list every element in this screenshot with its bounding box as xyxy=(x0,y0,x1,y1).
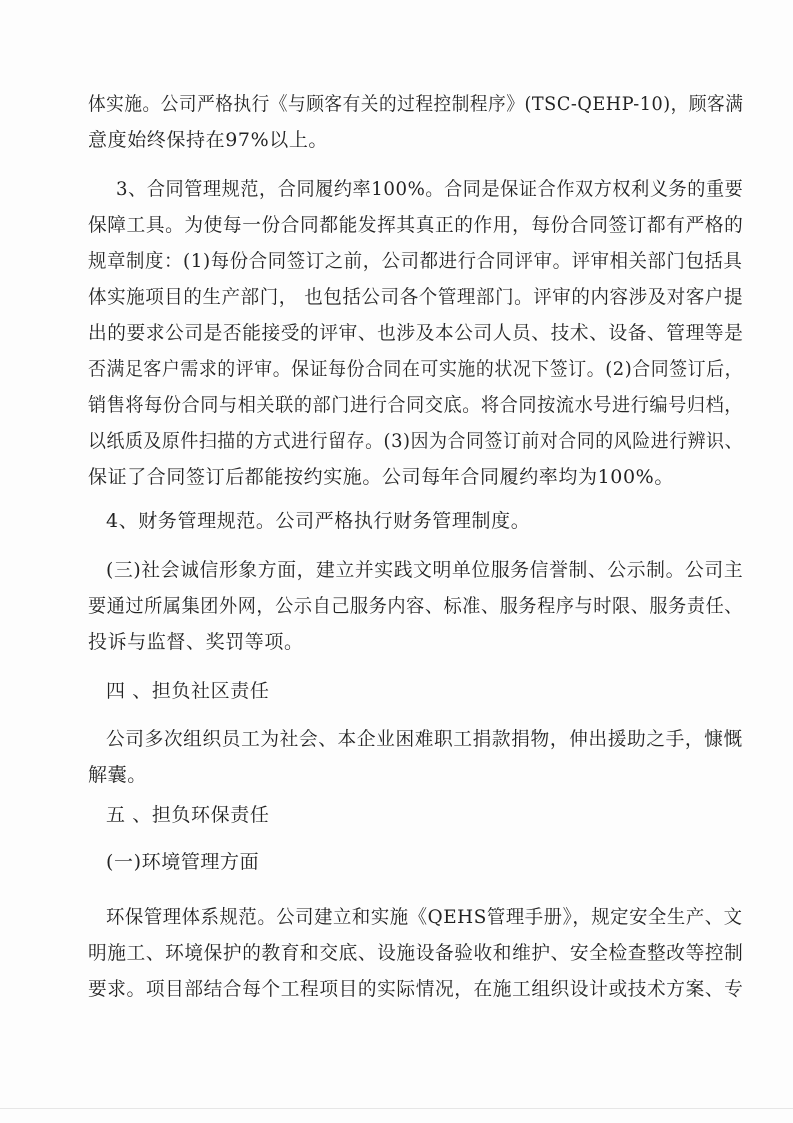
text-line: (三)社会诚信形象方面，建立并实践文明单位服务信誉制、公示制。公司主 xyxy=(106,559,744,581)
text-line: 4、财务管理规范。公司严格执行财务管理制度。 xyxy=(106,510,531,532)
text-line: 规章制度：(1)每份合同签订之前，公司都进行合同评审。评审相关部门包括具 xyxy=(88,250,743,272)
text-line: 解囊。 xyxy=(88,764,147,786)
text-line: 出的要求公司是否能接受的评审、也涉及本公司人员、技术、设备、管理等是 xyxy=(88,322,744,344)
text-line: 意度始终保持在97%以上。 xyxy=(88,129,329,151)
text-line: 以纸质及原件扫描的方式进行留存。(3)因为合同签订前对合同的风险进行辨识、 xyxy=(88,430,744,452)
text-line: 体实施。公司严格执行《与顾客有关的过程控制程序》(TSC-QEHP-10)，顾客满 xyxy=(88,93,744,115)
text-line: 五 、担负环保责任 xyxy=(106,804,270,826)
text-line: 保证了合同签订后都能按约实施。公司每年合同履约率均为100%。 xyxy=(88,466,674,488)
text-line: 投诉与监督、奖罚等项。 xyxy=(88,631,304,653)
text-line: 要通过所属集团外网，公示自己服务内容、标准、服务程序与时限、服务责任、 xyxy=(88,595,744,617)
text-line: 环保管理体系规范。公司建立和实施《QEHS管理手册》，规定安全生产、文 xyxy=(106,906,743,928)
text-line: (一)环境管理方面 xyxy=(106,851,260,873)
text-line: 体实施项目的生产部门， 也包括公司各个管理部门。评审的内容涉及对客户提 xyxy=(88,286,744,308)
text-line: 否满足客户需求的评审。保证每份合同在可实施的状况下签订。(2)合同签订后， xyxy=(88,358,744,380)
text-line: 3、合同管理规范，合同履约率100%。合同是保证合作双方权利义务的重要 xyxy=(116,178,744,200)
text-line: 销售将每份合同与相关联的部门进行合同交底。将合同按流水号进行编号归档， xyxy=(88,394,744,416)
page-bottom-edge xyxy=(0,1108,793,1109)
text-line: 公司多次组织员工为社会、本企业困难职工捐款捐物，伸出援助之手，慷慨 xyxy=(106,728,743,750)
text-line: 明施工、环境保护的教育和交底、设施设备验收和维护、安全检查整改等控制 xyxy=(88,942,744,964)
text-line: 四 、担负社区责任 xyxy=(106,680,270,702)
text-line: 要求。项目部结合每个工程项目的实际情况，在施工组织设计或技术方案、专 xyxy=(88,978,744,1000)
text-line: 保障工具。为使每一份合同都能发挥其真正的作用，每份合同签订都有严格的 xyxy=(88,214,744,236)
